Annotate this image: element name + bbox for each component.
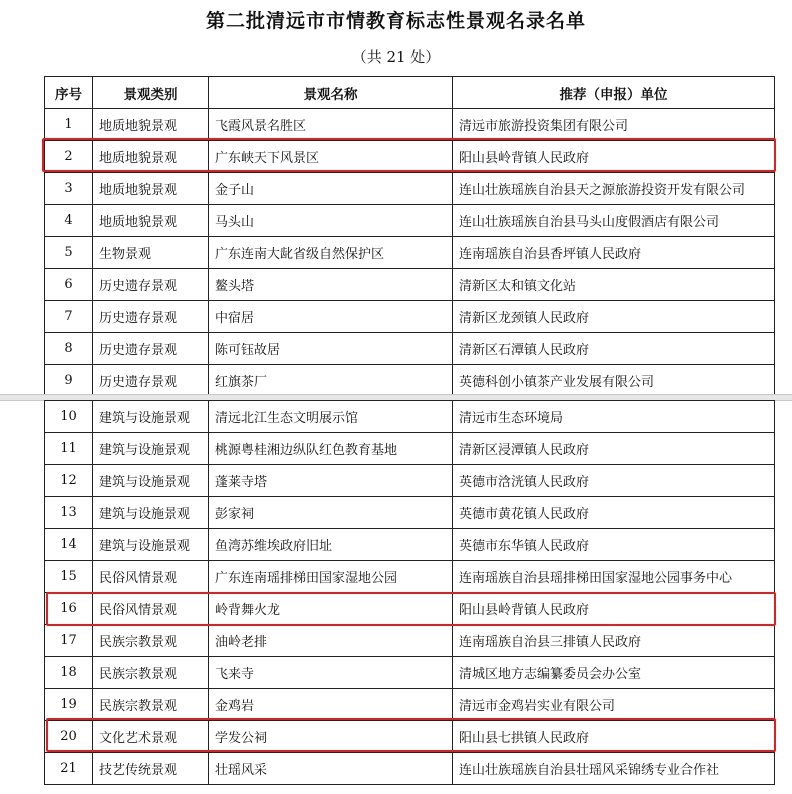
cell-index: 15	[45, 561, 93, 593]
table-row	[45, 173, 775, 205]
cell-index: 2	[45, 141, 93, 173]
cell-recommending-unit: 连山壮族瑶族自治县天之源旅游投资开发有限公司	[453, 173, 775, 205]
cell-category: 生物景观	[93, 237, 209, 269]
table-row	[45, 401, 775, 433]
cell-category: 建筑与设施景观	[93, 401, 209, 433]
cell-recommending-unit: 清城区地方志编纂委员会办公室	[453, 657, 775, 689]
cell-category: 建筑与设施景观	[93, 433, 209, 465]
cell-category: 地质地貌景观	[93, 173, 209, 205]
cell-recommending-unit: 清远市金鸡岩实业有限公司	[453, 689, 775, 721]
cell-landscape-name: 广东连南瑶排梯田国家湿地公园	[209, 561, 453, 593]
cell-landscape-name: 油岭老排	[209, 625, 453, 657]
table-row	[45, 561, 775, 593]
header-category: 景观类别	[93, 77, 209, 109]
cell-index: 8	[45, 333, 93, 365]
cell-index: 18	[45, 657, 93, 689]
document-subtitle: （共 21 处）	[351, 48, 441, 66]
cell-category: 建筑与设施景观	[93, 497, 209, 529]
cell-landscape-name: 飞来寺	[209, 657, 453, 689]
cell-category: 民族宗教景观	[93, 625, 209, 657]
cell-index: 11	[45, 433, 93, 465]
cell-landscape-name: 学发公祠	[209, 721, 453, 753]
cell-landscape-name: 鱼湾苏维埃政府旧址	[209, 529, 453, 561]
cell-recommending-unit: 清新区石潭镇人民政府	[453, 333, 775, 365]
cell-recommending-unit: 清新区浸潭镇人民政府	[453, 433, 775, 465]
list-table-part-1	[44, 76, 775, 397]
cell-index: 14	[45, 529, 93, 561]
cell-category: 民俗风情景观	[93, 561, 209, 593]
cell-category: 文化艺术景观	[93, 721, 209, 753]
cell-index: 6	[45, 269, 93, 301]
cell-index: 10	[45, 401, 93, 433]
cell-index: 5	[45, 237, 93, 269]
cell-category: 地质地貌景观	[93, 141, 209, 173]
cell-landscape-name: 金鸡岩	[209, 689, 453, 721]
cell-category: 建筑与设施景观	[93, 465, 209, 497]
cell-recommending-unit: 连南瑶族自治县瑶排梯田国家湿地公园事务中心	[453, 561, 775, 593]
cell-category: 历史遗存景观	[93, 269, 209, 301]
table-row	[45, 269, 775, 301]
cell-recommending-unit: 英德科创小镇茶产业发展有限公司	[453, 365, 775, 397]
cell-landscape-name: 马头山	[209, 205, 453, 237]
cell-category: 地质地貌景观	[93, 109, 209, 141]
cell-recommending-unit: 连南瑶族自治县三排镇人民政府	[453, 625, 775, 657]
table-row	[45, 721, 775, 753]
table-row	[45, 237, 775, 269]
cell-landscape-name: 蓬莱寺塔	[209, 465, 453, 497]
cell-index: 16	[45, 593, 93, 625]
cell-category: 民族宗教景观	[93, 689, 209, 721]
cell-landscape-name: 广东峡天下风景区	[209, 141, 453, 173]
cell-index: 19	[45, 689, 93, 721]
cell-category: 建筑与设施景观	[93, 529, 209, 561]
table-row	[45, 301, 775, 333]
table-row	[45, 497, 775, 529]
cell-landscape-name: 飞霞风景名胜区	[209, 109, 453, 141]
list-table-part-2	[44, 400, 775, 785]
cell-landscape-name: 金子山	[209, 173, 453, 205]
table-row	[45, 333, 775, 365]
table-body-part-1	[45, 109, 775, 397]
cell-index: 21	[45, 753, 93, 785]
table-row	[45, 365, 775, 397]
table-row	[45, 625, 775, 657]
cell-landscape-name: 桃源粤桂湘边纵队红色教育基地	[209, 433, 453, 465]
cell-recommending-unit: 连山壮族瑶族自治县壮瑶风采锦绣专业合作社	[453, 753, 775, 785]
cell-recommending-unit: 阳山县七拱镇人民政府	[453, 721, 775, 753]
cell-category: 民俗风情景观	[93, 593, 209, 625]
cell-category: 民族宗教景观	[93, 657, 209, 689]
cell-index: 9	[45, 365, 93, 397]
cell-recommending-unit: 英德市黄花镇人民政府	[453, 497, 775, 529]
table-row	[45, 529, 775, 561]
cell-category: 历史遗存景观	[93, 301, 209, 333]
table-row	[45, 141, 775, 173]
document-title: 第二批清远市市情教育标志性景观名录名单	[205, 10, 586, 32]
cell-landscape-name: 岭背舞火龙	[209, 593, 453, 625]
cell-recommending-unit: 阳山县岭背镇人民政府	[453, 141, 775, 173]
cell-index: 4	[45, 205, 93, 237]
cell-index: 13	[45, 497, 93, 529]
cell-recommending-unit: 英德市东华镇人民政府	[453, 529, 775, 561]
cell-index: 17	[45, 625, 93, 657]
cell-landscape-name: 壮瑶风采	[209, 753, 453, 785]
cell-landscape-name: 红旗茶厂	[209, 365, 453, 397]
table-header-row	[45, 77, 775, 109]
cell-recommending-unit: 清远市生态环境局	[453, 401, 775, 433]
cell-landscape-name: 陈可钰故居	[209, 333, 453, 365]
table-row	[45, 657, 775, 689]
header-unit: 推荐（申报）单位	[453, 77, 775, 109]
cell-landscape-name: 中宿居	[209, 301, 453, 333]
cell-recommending-unit: 连山壮族瑶族自治县马头山度假酒店有限公司	[453, 205, 775, 237]
cell-landscape-name: 广东连南大龀省级自然保护区	[209, 237, 453, 269]
cell-index: 20	[45, 721, 93, 753]
cell-index: 7	[45, 301, 93, 333]
cell-recommending-unit: 清新区太和镇文化站	[453, 269, 775, 301]
table-row	[45, 109, 775, 141]
cell-index: 1	[45, 109, 93, 141]
cell-index: 3	[45, 173, 93, 205]
cell-landscape-name: 清远北江生态文明展示馆	[209, 401, 453, 433]
cell-landscape-name: 彭家祠	[209, 497, 453, 529]
table-row	[45, 689, 775, 721]
cell-category: 历史遗存景观	[93, 333, 209, 365]
table-row	[45, 205, 775, 237]
cell-recommending-unit: 阳山县岭背镇人民政府	[453, 593, 775, 625]
cell-recommending-unit: 英德市浛洸镇人民政府	[453, 465, 775, 497]
header-index: 序号	[45, 77, 93, 109]
cell-recommending-unit: 清远市旅游投资集团有限公司	[453, 109, 775, 141]
cell-category: 历史遗存景观	[93, 365, 209, 397]
cell-category: 地质地貌景观	[93, 205, 209, 237]
cell-recommending-unit: 连南瑶族自治县香坪镇人民政府	[453, 237, 775, 269]
table-row	[45, 465, 775, 497]
cell-landscape-name: 鳌头塔	[209, 269, 453, 301]
table-row	[45, 753, 775, 785]
table-row	[45, 433, 775, 465]
cell-index: 12	[45, 465, 93, 497]
table-body-part-2	[45, 401, 775, 785]
table-row	[45, 593, 775, 625]
header-name: 景观名称	[209, 77, 453, 109]
cell-recommending-unit: 清新区龙颈镇人民政府	[453, 301, 775, 333]
cell-category: 技艺传统景观	[93, 753, 209, 785]
